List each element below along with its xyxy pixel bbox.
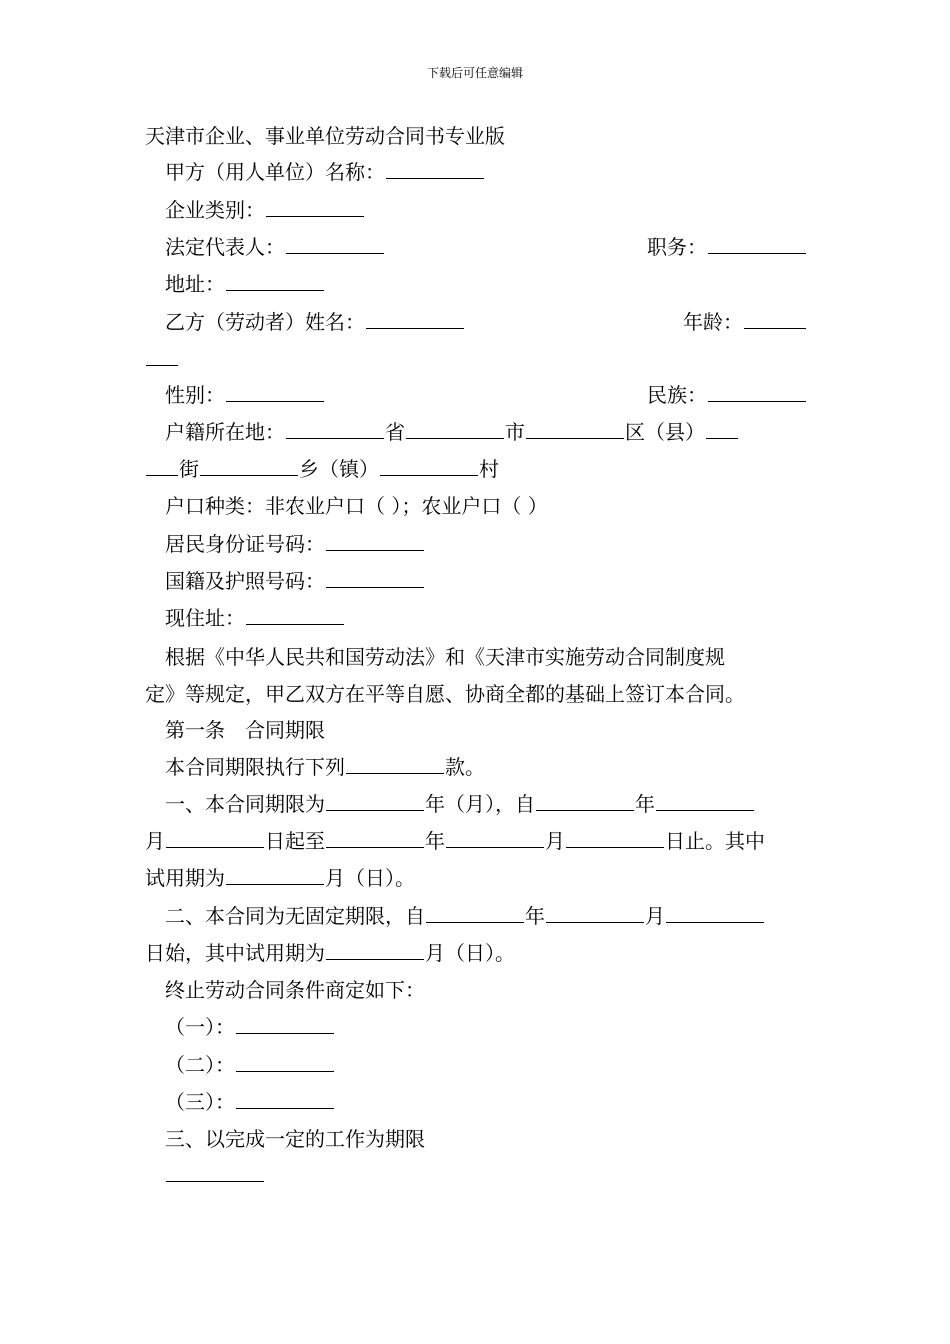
address-blank[interactable]	[226, 270, 324, 291]
township-blank[interactable]	[200, 455, 298, 476]
street-blank-start[interactable]	[706, 418, 738, 439]
passport-row: 国籍及护照号码：	[145, 566, 807, 596]
clause-choice-blank[interactable]	[346, 753, 444, 774]
open-start-day-blank[interactable]	[666, 902, 764, 923]
item-1-row: 一、本合同期限为 年（月），自 年	[145, 789, 807, 819]
start-year-blank[interactable]	[536, 790, 634, 811]
address-row: 地址：	[145, 269, 807, 299]
age-continuation-row	[145, 344, 807, 374]
item-3-blank-row	[145, 1160, 807, 1190]
item-3-blank[interactable]	[166, 1161, 264, 1182]
termination-heading: 终止劳动合同条件商定如下：	[165, 978, 425, 1002]
ethnicity-field: 民族：	[647, 380, 807, 410]
item-3-row: 三、以完成一定的工作为期限	[165, 1127, 425, 1151]
district-blank[interactable]	[526, 418, 624, 439]
category-blank[interactable]	[266, 196, 364, 217]
id-number-blank[interactable]	[326, 530, 424, 551]
province-blank[interactable]	[286, 418, 384, 439]
article-1-intro: 本合同期限执行下列 款。	[165, 755, 485, 779]
item-2-row: 二、本合同为无固定期限，自 年 月	[145, 901, 807, 931]
age-field: 年龄：	[683, 307, 807, 337]
end-year-blank[interactable]	[326, 827, 424, 848]
party-b-name-blank[interactable]	[366, 308, 464, 329]
party-a-name-blank[interactable]	[386, 158, 484, 179]
household-row: 户籍所在地： 省 市 区（县）	[145, 417, 807, 447]
condition-2-row: （二）：	[145, 1050, 807, 1080]
page-header: 下载后可任意编辑	[426, 66, 523, 80]
gender-row: 性别： 民族：	[145, 380, 807, 410]
condition-3-row: （三）：	[145, 1087, 807, 1117]
age-blank[interactable]	[744, 308, 806, 329]
end-day-blank[interactable]	[566, 827, 664, 848]
article-1-title: 第一条 合同期限	[165, 718, 325, 742]
open-probation-blank[interactable]	[326, 939, 424, 960]
item-1-row-3: 试用期为 月（日）。	[145, 866, 415, 890]
legal-rep-blank[interactable]	[286, 233, 384, 254]
street-blank-end[interactable]	[146, 455, 178, 476]
end-month-blank[interactable]	[446, 827, 544, 848]
item-2-row-2: 日始，其中试用期为 月（日）。	[145, 941, 515, 965]
current-address-blank[interactable]	[246, 604, 344, 625]
condition-1-row: （一）：	[145, 1012, 807, 1042]
hukou-type-row: 户口种类：非农业户口（ ）；农业户口（ ）	[165, 494, 548, 518]
category-row: 企业类别：	[145, 195, 807, 225]
condition-1-blank[interactable]	[236, 1013, 334, 1034]
position-field: 职务：	[647, 232, 807, 262]
gender-blank[interactable]	[226, 381, 324, 402]
ethnicity-blank[interactable]	[708, 381, 806, 402]
village-blank[interactable]	[380, 455, 478, 476]
document-title: 天津市企业、事业单位劳动合同书专业版	[145, 124, 505, 148]
party-b-name-row: 乙方（劳动者）姓名： 年龄：	[145, 307, 807, 337]
term-length-blank[interactable]	[326, 790, 424, 811]
start-month-blank[interactable]	[656, 790, 754, 811]
probation-blank[interactable]	[226, 864, 324, 885]
position-blank[interactable]	[708, 233, 806, 254]
id-number-row: 居民身份证号码：	[145, 529, 807, 559]
household-row-2: 街 乡（镇） 村	[145, 454, 807, 484]
open-start-month-blank[interactable]	[546, 902, 644, 923]
current-address-row: 现住址：	[145, 603, 807, 633]
legal-rep-row: 法定代表人： 职务：	[145, 232, 807, 262]
city-blank[interactable]	[406, 418, 504, 439]
party-a-name-row: 甲方（用人单位）名称：	[145, 157, 807, 187]
condition-3-blank[interactable]	[236, 1088, 334, 1109]
open-start-year-blank[interactable]	[426, 902, 524, 923]
condition-2-blank[interactable]	[236, 1051, 334, 1072]
preamble-line-1: 根据《中华人民共和国劳动法》和《天津市实施劳动合同制度规	[165, 645, 725, 669]
start-day-blank[interactable]	[166, 827, 264, 848]
preamble-line-2: 定》等规定，甲乙双方在平等自愿、协商全都的基础上签订本合同。	[145, 682, 745, 706]
age-blank-continued[interactable]	[146, 345, 178, 366]
item-1-row-2: 月 日起至 年 月 日止。其中	[145, 829, 765, 853]
passport-blank[interactable]	[326, 567, 424, 588]
